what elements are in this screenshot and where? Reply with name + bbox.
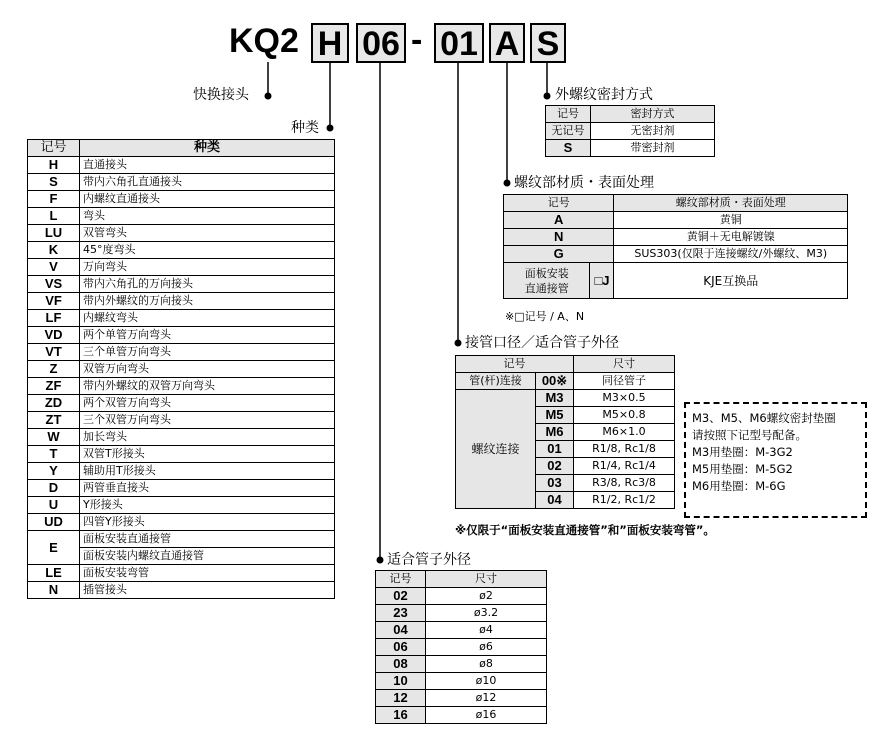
type-description: 带内六角孔直通接头 <box>80 174 335 191</box>
type-row <box>28 446 335 463</box>
port-size: R3/8, Rc3/8 <box>574 475 675 492</box>
type-code: E <box>28 531 80 565</box>
type-row <box>28 378 335 395</box>
type-description: Y形接头 <box>80 497 335 514</box>
type-row <box>28 327 335 344</box>
port-code: M3 <box>536 390 574 407</box>
type-code: U <box>28 497 80 514</box>
type-code: VT <box>28 344 80 361</box>
type-description: 四管Y形接头 <box>80 514 335 531</box>
type-row <box>28 276 335 293</box>
port-code: 01 <box>536 441 574 458</box>
type-row <box>28 395 335 412</box>
gasket-note-line: 请按照下记型号配备。 <box>692 428 807 442</box>
type-code: D <box>28 480 80 497</box>
tube-code: 10 <box>376 673 426 690</box>
tube-size: ø16 <box>426 707 547 724</box>
material-header-value: 螺纹部材质・表面处理 <box>614 195 848 212</box>
port-size: R1/4, Rc1/4 <box>574 458 675 475</box>
type-header-kind: 种类 <box>80 140 335 157</box>
type-code: VF <box>28 293 80 310</box>
type-row <box>28 463 335 480</box>
type-description: 两个单管万向弯头 <box>80 327 335 344</box>
code-dash: - <box>411 21 423 59</box>
type-code: ZD <box>28 395 80 412</box>
material-panel-label-1: 面板安装 <box>524 266 569 280</box>
type-code: UD <box>28 514 80 531</box>
type-description: 内螺纹直通接头 <box>80 191 335 208</box>
type-code: T <box>28 446 80 463</box>
type-row <box>28 293 335 310</box>
type-description: 面板安装内螺纹直通接管 <box>80 548 335 565</box>
type-row <box>28 412 335 429</box>
type-description: 带内外螺纹的双管万向弯头 <box>80 378 335 395</box>
type-row <box>28 310 335 327</box>
type-code: LE <box>28 565 80 582</box>
material-value: 黄铜 <box>614 212 848 229</box>
material-value: 黄铜＋无电解镀镍 <box>614 229 848 246</box>
tube-size: ø4 <box>426 622 547 639</box>
port-code: M6 <box>536 424 574 441</box>
port-header-size: 尺寸 <box>574 356 675 373</box>
tube-row <box>376 588 547 605</box>
label-thread-material: 螺纹部材质・表面处理 <box>514 175 654 191</box>
type-row <box>28 191 335 208</box>
type-code: ZF <box>28 378 80 395</box>
tube-row <box>376 707 547 724</box>
type-row <box>28 361 335 378</box>
tube-row <box>376 605 547 622</box>
tube-header-size: 尺寸 <box>426 571 547 588</box>
label-seal-method: 外螺纹密封方式 <box>555 87 653 103</box>
type-description: 两个双管万向弯头 <box>80 395 335 412</box>
material-code: A <box>504 212 614 229</box>
type-code: ZT <box>28 412 80 429</box>
gasket-note-box <box>684 402 867 518</box>
material-value: SUS303(仅限于连接螺纹/外螺纹、M3) <box>614 246 848 263</box>
tube-code: 02 <box>376 588 426 605</box>
type-code: F <box>28 191 80 208</box>
code-seal: S <box>530 23 566 63</box>
seal-value: 无密封剂 <box>591 123 715 140</box>
type-description: 三个单管万向弯头 <box>80 344 335 361</box>
type-description: 直通接头 <box>80 157 335 174</box>
port-size: R1/8, Rc1/8 <box>574 441 675 458</box>
gasket-note-line: M3、M5、M6螺纹密封垫圈 <box>692 411 836 425</box>
tube-row <box>376 690 547 707</box>
type-row <box>28 565 335 582</box>
type-row <box>28 157 335 174</box>
seal-header-code: 记号 <box>546 106 591 123</box>
type-description: 带内外螺纹的万向接头 <box>80 293 335 310</box>
gasket-note-line: M6用垫圈：M-6G <box>692 479 786 493</box>
type-description: 弯头 <box>80 208 335 225</box>
tube-table <box>375 570 547 724</box>
type-description: 双管T形接头 <box>80 446 335 463</box>
label-tube-od: 适合管子外径 <box>387 552 471 568</box>
type-description: 面板安装直通接管 <box>80 531 335 548</box>
port-size: M6×1.0 <box>574 424 675 441</box>
type-code: S <box>28 174 80 191</box>
material-code: N <box>504 229 614 246</box>
material-note: ※□记号 / A、N <box>505 310 585 323</box>
gasket-note-line: M5用垫圈：M-5G2 <box>692 462 793 476</box>
tube-code: 23 <box>376 605 426 622</box>
port-code: M5 <box>536 407 574 424</box>
tube-code: 12 <box>376 690 426 707</box>
type-description: 万向弯头 <box>80 259 335 276</box>
type-description: 辅助用T形接头 <box>80 463 335 480</box>
tube-code: 06 <box>376 639 426 656</box>
code-type: H <box>311 23 349 63</box>
type-code: V <box>28 259 80 276</box>
seal-code: 无记号 <box>546 123 591 140</box>
gasket-note-line: M3用垫圈：M-3G2 <box>692 445 793 459</box>
type-code: Z <box>28 361 80 378</box>
type-description: 内螺纹弯头 <box>80 310 335 327</box>
code-port: 01 <box>434 23 484 63</box>
tube-code: 08 <box>376 656 426 673</box>
type-row <box>28 429 335 446</box>
type-row <box>28 225 335 242</box>
type-row <box>28 208 335 225</box>
type-code: LU <box>28 225 80 242</box>
tube-code: 16 <box>376 707 426 724</box>
type-code: LF <box>28 310 80 327</box>
code-material: A <box>489 23 525 63</box>
tube-size: ø10 <box>426 673 547 690</box>
label-one-touch: 快换接头 <box>193 87 249 103</box>
tube-row <box>376 639 547 656</box>
material-panel-label <box>504 263 590 299</box>
tube-header-code: 记号 <box>376 571 426 588</box>
port-code: 03 <box>536 475 574 492</box>
tube-row <box>376 656 547 673</box>
port-code: 04 <box>536 492 574 509</box>
material-panel-value: KJE互换品 <box>614 263 848 299</box>
type-code: N <box>28 582 80 599</box>
tube-row <box>376 673 547 690</box>
tube-row <box>376 622 547 639</box>
port-size: R1/2, Rc1/2 <box>574 492 675 509</box>
seal-value: 带密封剂 <box>591 140 715 157</box>
port-pipe-label: 管(杆)连接 <box>456 373 536 390</box>
type-description: 面板安装弯管 <box>80 565 335 582</box>
type-description: 双管万向弯头 <box>80 361 335 378</box>
type-code: H <box>28 157 80 174</box>
type-row <box>28 480 335 497</box>
port-header-code: 记号 <box>456 356 574 373</box>
type-description: 双管弯头 <box>80 225 335 242</box>
port-note: ※仅限于“面板安装直通接管”和”面板安装弯管”。 <box>455 523 715 537</box>
type-description: 加长弯头 <box>80 429 335 446</box>
type-description: 插管接头 <box>80 582 335 599</box>
material-panel-code: □J <box>590 263 614 299</box>
tube-code: 04 <box>376 622 426 639</box>
type-code: K <box>28 242 80 259</box>
seal-code: S <box>546 140 591 157</box>
label-type: 种类 <box>291 120 319 136</box>
seal-table <box>545 105 715 157</box>
tube-size: ø2 <box>426 588 547 605</box>
port-pipe-code: 00※ <box>536 373 574 390</box>
tube-size: ø12 <box>426 690 547 707</box>
type-row <box>28 242 335 259</box>
type-row <box>28 514 335 531</box>
type-code: L <box>28 208 80 225</box>
type-table <box>27 139 335 599</box>
tube-size: ø6 <box>426 639 547 656</box>
type-row <box>28 344 335 361</box>
type-code: W <box>28 429 80 446</box>
tube-size: ø8 <box>426 656 547 673</box>
type-row <box>28 582 335 599</box>
port-pipe-size: 同径管子 <box>574 373 675 390</box>
material-header-code: 记号 <box>504 195 614 212</box>
material-panel-label-2: 直通接管 <box>524 281 569 295</box>
type-code: Y <box>28 463 80 480</box>
material-table <box>503 194 848 299</box>
port-size: M3×0.5 <box>574 390 675 407</box>
type-description: 带内六角孔的万向接头 <box>80 276 335 293</box>
type-row <box>28 531 335 548</box>
type-code: VD <box>28 327 80 344</box>
port-code: 02 <box>536 458 574 475</box>
label-port-size: 接管口径／适合管子外径 <box>465 335 619 351</box>
material-code: G <box>504 246 614 263</box>
type-header-code: 记号 <box>28 140 80 157</box>
type-row <box>28 259 335 276</box>
port-thread-label: 螺纹连接 <box>456 390 536 509</box>
seal-header-method: 密封方式 <box>591 106 715 123</box>
port-table <box>455 355 675 509</box>
tube-size: ø3.2 <box>426 605 547 622</box>
type-description: 两管垂直接头 <box>80 480 335 497</box>
type-row <box>28 174 335 191</box>
type-description: 45°度弯头 <box>80 242 335 259</box>
port-size: M5×0.8 <box>574 407 675 424</box>
part-prefix: KQ2 <box>229 22 299 60</box>
code-tube: 06 <box>356 23 406 63</box>
type-code: VS <box>28 276 80 293</box>
type-description: 三个双管万向弯头 <box>80 412 335 429</box>
type-row <box>28 497 335 514</box>
